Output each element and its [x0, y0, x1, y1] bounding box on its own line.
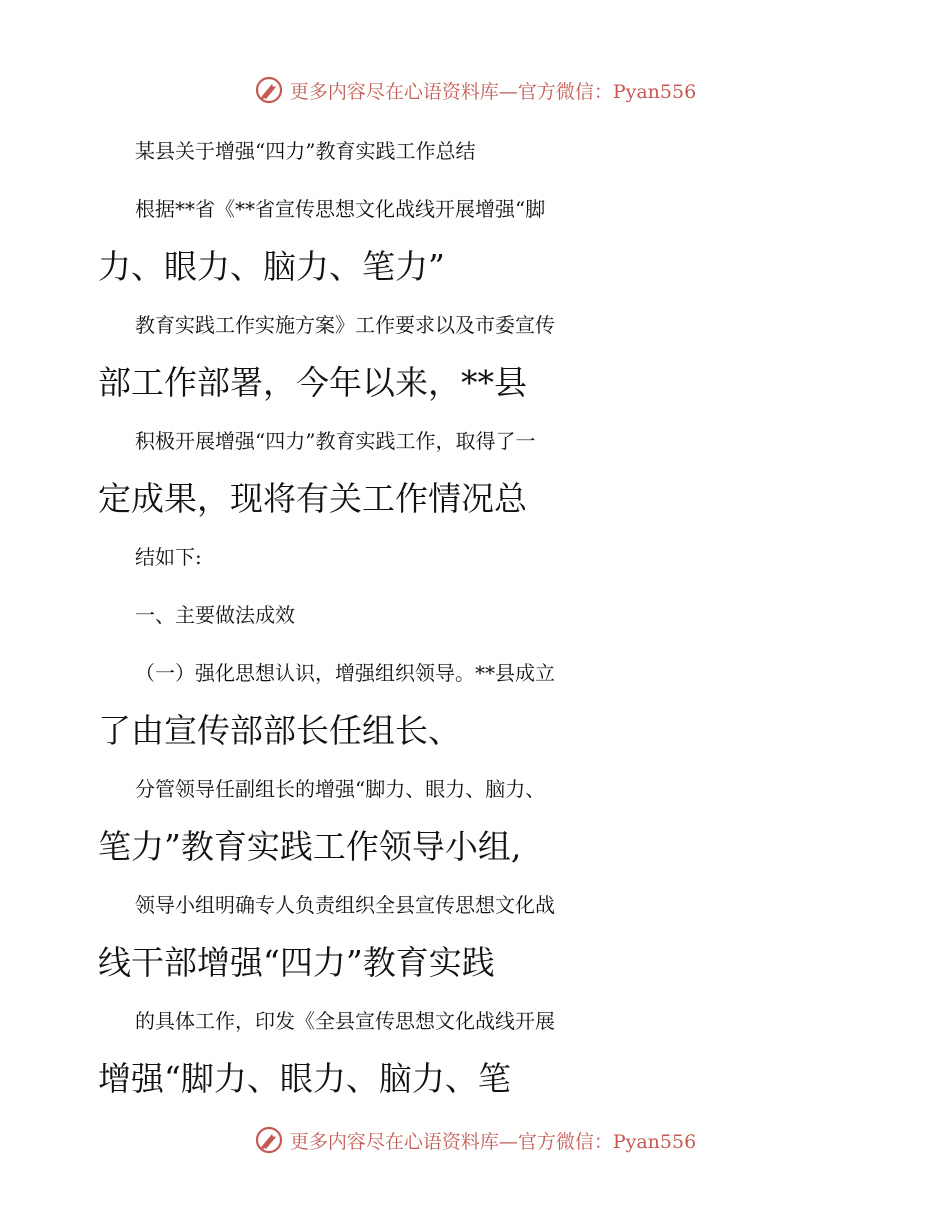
text-line: 根据**省《**省宣传思想文化战线开展增强“脚: [135, 197, 546, 221]
text-line: 教育实践工作实施方案》工作要求以及市委宣传: [135, 313, 555, 337]
document-body: [98, 122, 858, 1108]
pen-nib-icon: [254, 75, 284, 105]
header-banner: [0, 70, 950, 110]
text-line: 增强“脚力、眼力、脑力、笔: [98, 1059, 511, 1098]
text-line: 了由宣传部部长任组长、: [98, 711, 461, 750]
text-line: 力、眼力、脑力、笔力”: [98, 247, 445, 286]
text-line: 某县关于增强“四力”教育实践工作总结: [135, 139, 476, 163]
text-line: 结如下:: [135, 545, 202, 569]
banner-text: 更多内容尽在心语资料库—官方微信：Pyan556: [289, 80, 697, 103]
footer-banner: [0, 1120, 950, 1160]
text-line: 定成果，现将有关工作情况总: [98, 479, 527, 518]
text-line: 领导小组明确专人负责组织全县宣传思想文化战: [135, 893, 555, 917]
text-line: 分管领导任副组长的增强“脚力、眼力、脑力、: [135, 777, 546, 801]
banner-text: 更多内容尽在心语资料库—官方微信：Pyan556: [289, 1130, 697, 1153]
text-line: 的具体工作，印发《全县宣传思想文化战线开展: [135, 1009, 555, 1033]
text-line: 部工作部署，今年以来，**县: [98, 363, 527, 402]
text-line: 笔力”教育实践工作领导小组,: [98, 827, 522, 866]
text-line: 线干部增强“四力”教育实践: [98, 943, 495, 982]
text-line: （一）强化思想认识，增强组织领导。**县成立: [135, 661, 555, 685]
text-line: 一、主要做法成效: [135, 603, 295, 627]
pen-nib-icon: [254, 1125, 284, 1155]
text-line: 积极开展增强“四力”教育实践工作，取得了一: [135, 429, 536, 453]
